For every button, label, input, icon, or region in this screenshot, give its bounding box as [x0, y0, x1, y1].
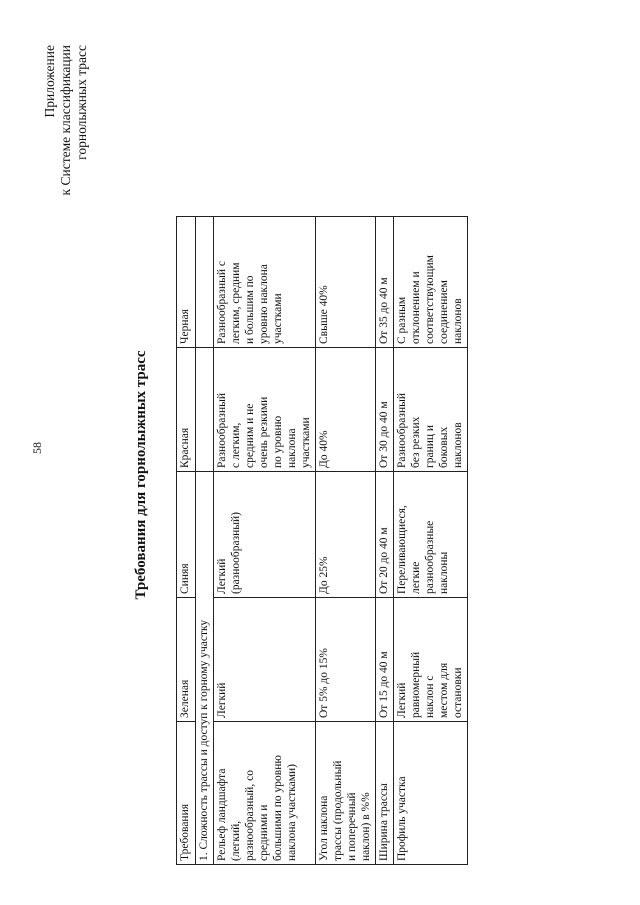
table-row: [394, 217, 468, 865]
cell-black: От 35 до 40 м: [376, 217, 394, 348]
cell-green: От 15 до 40 м: [376, 598, 394, 722]
row-label-slope-angle: Угол наклона трассы (продольный и поперечный наклон) в %%: [316, 722, 376, 865]
cell-blue: До 25%: [316, 472, 376, 598]
table-row: [214, 217, 316, 865]
row-label-profile: Профиль участка: [394, 722, 468, 865]
table-header-row: [177, 217, 196, 865]
row-label-relief: Рельеф ландшафта (легкий, разнообразный, со средними и большими по уровню наклона участками): [214, 722, 316, 865]
section-filler-black: [196, 217, 214, 348]
cell-black: Разнообразный с легким, средним и большим по уровню наклона участками: [214, 217, 316, 348]
row-label-width: Ширина трассы: [376, 722, 394, 865]
cell-black: Свыше 40%: [316, 217, 376, 348]
cell-blue: Переливающиеся, легкие разнообразные наклоны: [394, 472, 468, 598]
appendix-line-2: к Системе классификации: [58, 45, 73, 196]
cell-blue: От 20 до 40 м: [376, 472, 394, 598]
header-green: Зеленая: [177, 598, 196, 722]
header-black: Черная: [177, 217, 196, 348]
header-blue: Синяя: [177, 472, 196, 598]
page-number: 58: [30, 442, 44, 454]
section-filler-red: [196, 348, 214, 472]
cell-red: Разнообразный без резких границ и боковых наклонов: [394, 348, 468, 472]
appendix-line-3: горнолыжных трасс: [74, 45, 89, 160]
appendix-note: [42, 45, 90, 245]
appendix-line-1: Приложение: [42, 45, 57, 118]
cell-black: С разным отклонением и соответствующим соединением наклонов: [394, 217, 468, 348]
header-requirements: Требования: [177, 722, 196, 865]
requirements-table: [176, 216, 468, 865]
cell-green: Легкий: [214, 598, 316, 722]
header-red: Красная: [177, 348, 196, 472]
document-title: Требования для горнолыжных трасс: [133, 350, 149, 600]
cell-red: До 40%: [316, 348, 376, 472]
section-title: 1. Сложность трассы и доступ к горному участку: [196, 598, 214, 865]
cell-red: От 30 до 40 м: [376, 348, 394, 472]
table-row: [316, 217, 376, 865]
cell-red: Разнообразный с легким, средним и не очень резкими по уровню наклона участками: [214, 348, 316, 472]
table-row: [376, 217, 394, 865]
section-filler-blue: [196, 472, 214, 598]
section-row: [196, 217, 214, 865]
cell-green: От 5% до 15%: [316, 598, 376, 722]
cell-green: Легкий равномерный наклон с местом для остановки: [394, 598, 468, 722]
cell-blue: Легкий (разнообразный): [214, 472, 316, 598]
